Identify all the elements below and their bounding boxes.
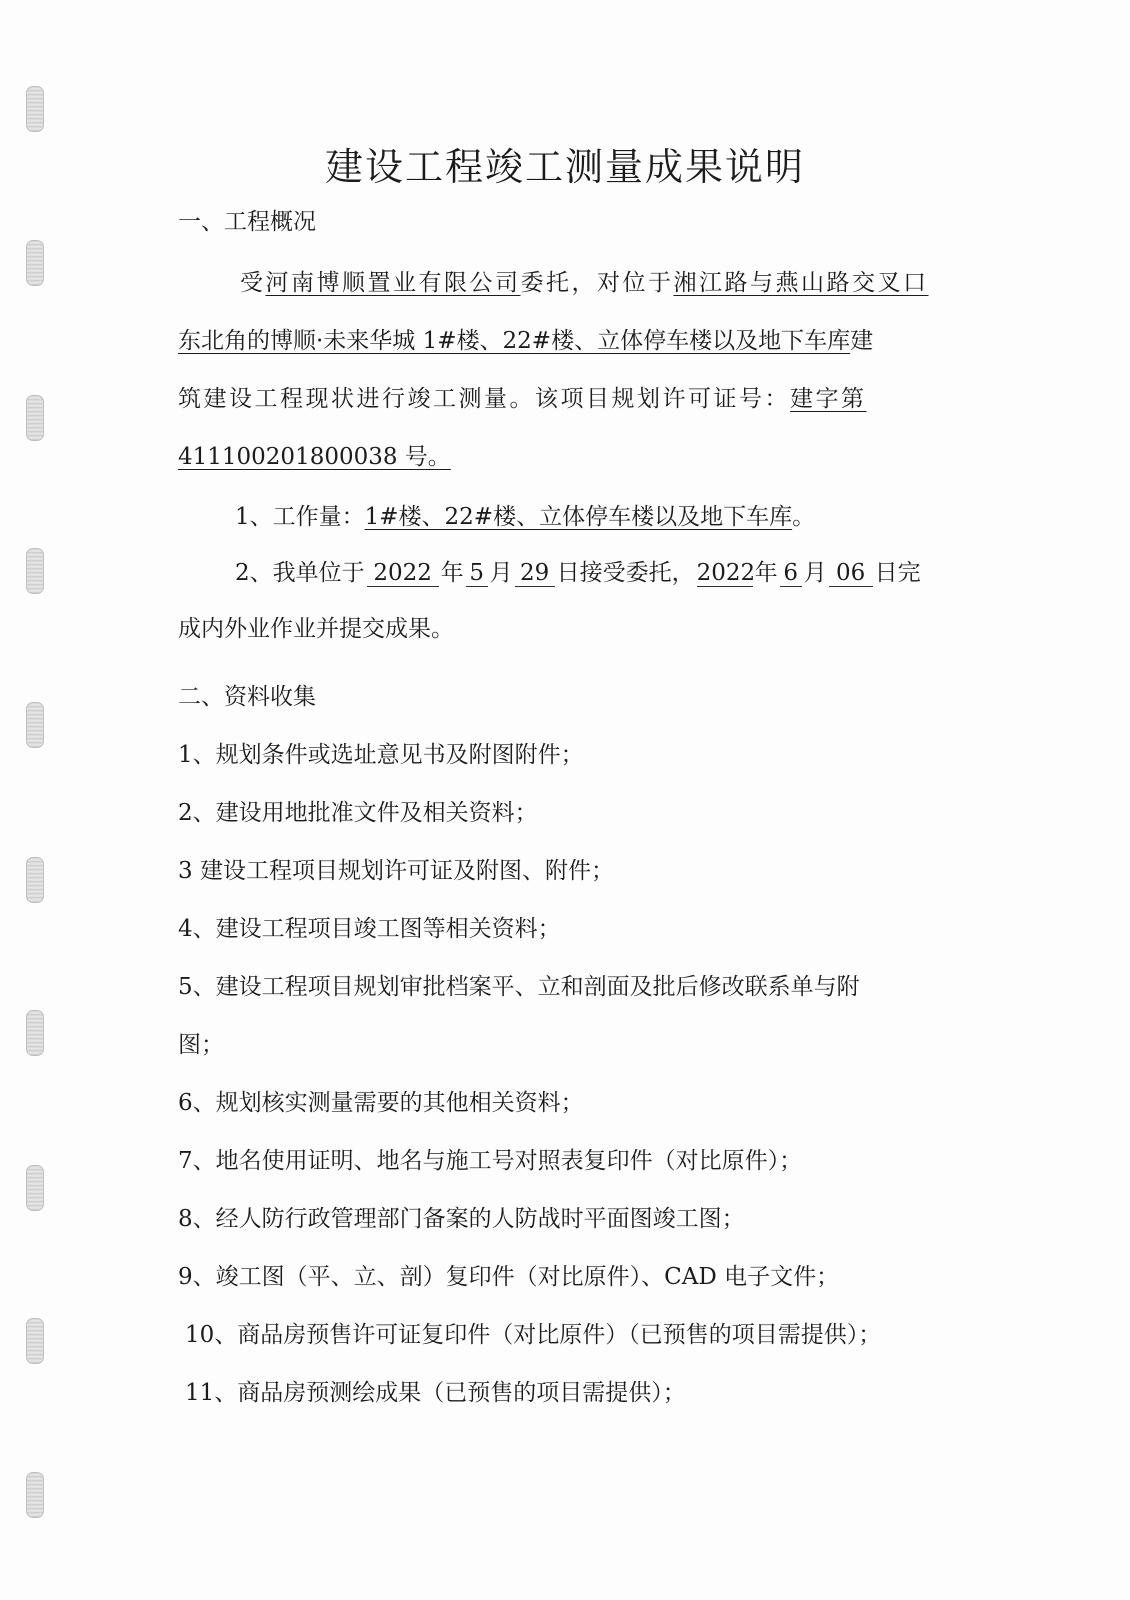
schedule-text: 日接受委托， — [556, 560, 695, 586]
binding-hole — [26, 702, 44, 748]
accept-day: 29 — [515, 560, 555, 587]
list-item: 10、商品房预售许可证复印件（对比原件）（已预售的项目需提供）； — [185, 1322, 882, 1348]
list-item: 1、规划条件或选址意见书及附图附件； — [178, 742, 584, 768]
list-item: 5、建设工程项目规划审批档案平、立和剖面及批后修改联系单与附 — [178, 974, 860, 1000]
schedule-item — [235, 556, 921, 590]
binding-hole — [26, 857, 44, 903]
list-item: 6、规划核实测量需要的其他相关资料； — [178, 1090, 584, 1116]
project-name: 东北角的博顺·未来华城 1#楼、22#楼、立体停车楼以及地下车库 — [178, 328, 851, 354]
list-item: 图； — [178, 1032, 224, 1058]
overview-text: 建 — [850, 328, 874, 354]
accept-month: 5 — [466, 560, 488, 587]
binding-hole — [26, 548, 44, 594]
schedule-text: 日完 — [874, 560, 921, 586]
list-item: 8、经人防行政管理部门备案的人防战时平面图竣工图； — [178, 1206, 745, 1232]
schedule-text: 年 — [754, 560, 778, 586]
overview-line-3 — [178, 382, 867, 416]
permit-number: 411100201800038 号。 — [178, 444, 451, 470]
list-item: 11、商品房预测绘成果（已预售的项目需提供）； — [185, 1380, 686, 1406]
accept-year: 2022 — [367, 560, 439, 587]
page-title: 建设工程竣工测量成果说明 — [324, 145, 805, 189]
section1-heading: 一、工程概况 — [178, 209, 316, 235]
finish-year: 2022 — [696, 560, 756, 586]
workload-end: 。 — [792, 504, 816, 530]
finish-month: 6 — [780, 560, 802, 587]
workload-value: 1#楼、22#楼、立体停车楼以及地下车库 — [364, 504, 793, 530]
workload-item — [235, 500, 815, 534]
overview-line-2 — [178, 324, 873, 358]
overview-text: 筑建设工程现状进行竣工测量。该项目规划许可证号： — [178, 386, 790, 412]
schedule-text: 月 — [489, 560, 513, 586]
overview-text: 委托，对位于 — [520, 270, 674, 296]
binding-hole — [26, 240, 44, 286]
binding-hole — [26, 1010, 44, 1056]
binding-hole — [26, 1472, 44, 1518]
binding-hole — [26, 1165, 44, 1211]
overview-line-4 — [178, 440, 469, 474]
list-item: 9、竣工图（平、立、剖）复印件（对比原件）、CAD 电子文件； — [178, 1264, 840, 1290]
list-item: 3 建设工程项目规划许可证及附图、附件； — [178, 858, 614, 884]
workload-label: 1、工作量： — [235, 504, 365, 530]
binding-hole — [26, 395, 44, 441]
schedule-text: 月 — [803, 560, 827, 586]
project-location: 湘江路与燕山路交叉口 — [673, 270, 929, 296]
list-item: 7、地名使用证明、地名与施工号对照表复印件（对比原件）； — [178, 1148, 803, 1174]
schedule-text: 年 — [440, 560, 464, 586]
overview-line-1 — [240, 266, 929, 300]
permit-prefix: 建字第 — [790, 386, 867, 412]
overview-text: 受 — [240, 270, 266, 296]
section2-heading: 二、资料收集 — [178, 684, 316, 710]
list-item: 4、建设工程项目竣工图等相关资料； — [178, 916, 561, 942]
finish-day: 06 — [829, 560, 873, 587]
binding-hole — [26, 86, 44, 132]
schedule-text: 2、我单位于 — [235, 560, 365, 586]
binding-hole — [26, 1318, 44, 1364]
list-item: 2、建设用地批准文件及相关资料； — [178, 800, 538, 826]
schedule-item-cont: 成内外业作业并提交成果。 — [178, 616, 454, 642]
client-name: 河南博顺置业有限公司 — [265, 270, 521, 296]
